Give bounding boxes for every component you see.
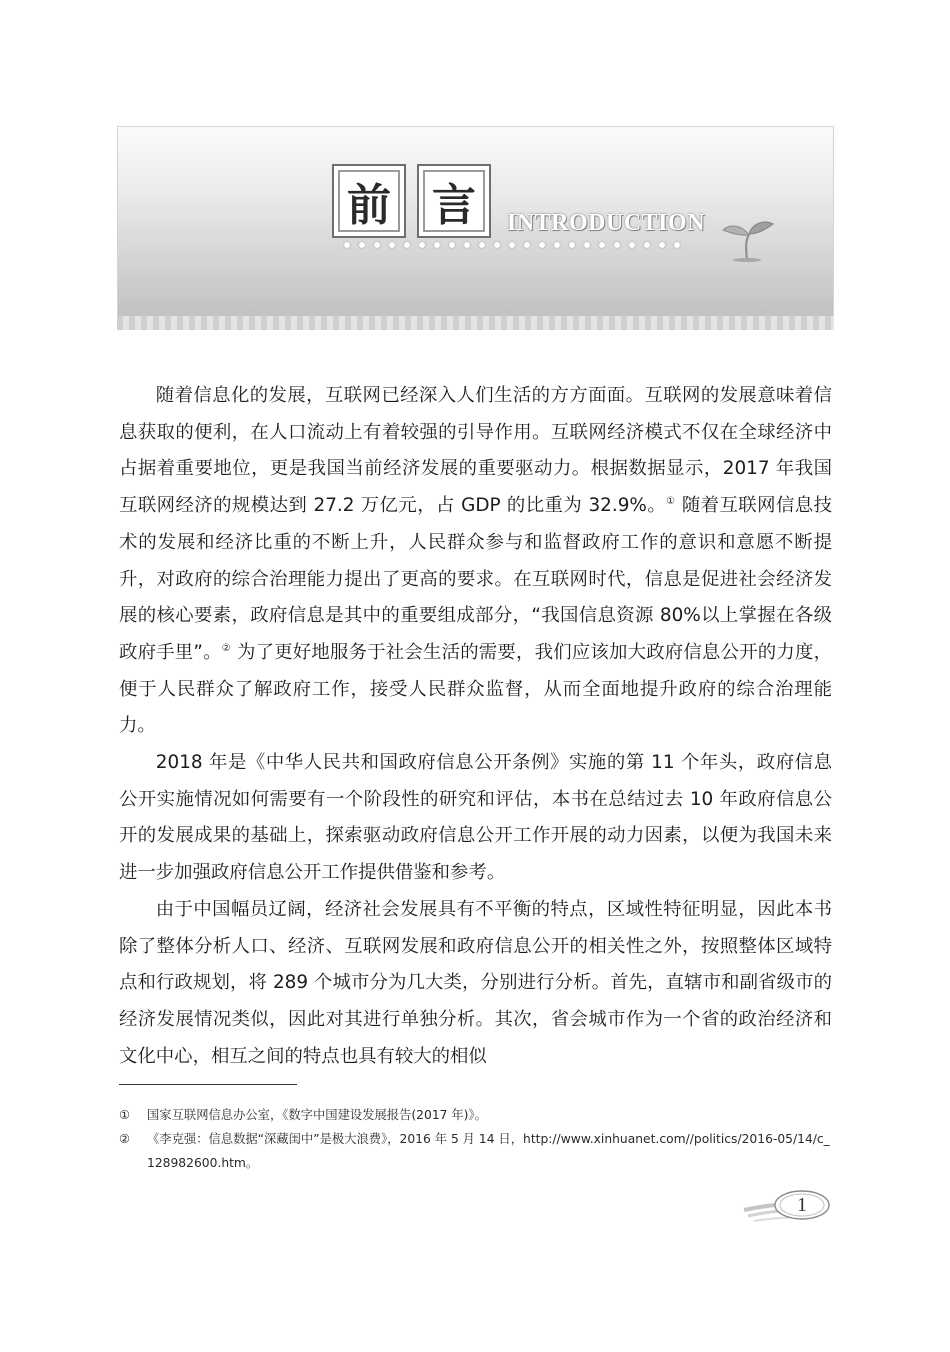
sprout-icon (719, 218, 779, 262)
paragraph-3: 由于中国幅员辽阔，经济社会发展具有不平衡的特点，区域性特征明显，因此本书除了整体分析人口、经济、互联网发展和政府信息公开的相关性之外，按照整体区域特点和行政规划，将 289 个城市分为几大类，分别进行分析。首先，直辖市和副省级市的经济发展情况类似，因此对其进行单独分析。其次，省会城市作为一个省的政治经济和文化中心，相互之间的特点也具有较大的相似 (119, 898, 832, 1067)
footnote-1-mark: ① (119, 1108, 131, 1122)
footnote-2 (119, 1127, 832, 1175)
body-text (119, 378, 832, 1075)
chapter-title-char-2: 言 (417, 164, 491, 238)
footnote-divider (119, 1084, 297, 1085)
page-number: 1 (797, 1193, 807, 1216)
paragraph-1-part-1: 随着信息化的发展，互联网已经深入人们生活的方方面面。互联网的发展意味着信息获取的便利，在人口流动上有着较强的引导作用。互联网经济模式不仅在全球经济中占据着重要地位，更是我国当前经济发展的重要驱动力。根据数据显示，2017 年我国互联网经济的规模达到 27.2 万亿元，占 GDP 的比重为 32.9%。 (119, 385, 832, 517)
chapter-subtitle: INTRODUCTION (507, 210, 706, 236)
paragraph-1 (119, 378, 832, 745)
chapter-banner (117, 126, 834, 330)
page-number-badge (742, 1190, 836, 1228)
paragraph-1-part-2: 随着互联网信息技术的发展和经济比重的不断上升，人民群众参与和监督政府工作的意识和意愿不断提升，对政府的综合治理能力提出了更高的要求。在互联网时代，信息是促进社会经济发展的核心要素，政府信息是其中的重要组成部分，“我国信息资源 80%以上掌握在各级政府手里”。 (119, 495, 832, 663)
footnote-2-mark: ② (119, 1132, 131, 1146)
footnote-ref-2: ② (221, 642, 231, 654)
dotted-divider (343, 241, 689, 249)
footnote-1-text: 国家互联网信息办公室，《数字中国建设发展报告(2017 年)》。 (147, 1108, 487, 1122)
footnotes (119, 1103, 832, 1175)
footnote-ref-1: ① (666, 496, 676, 508)
paragraph-2: 2018 年是《中华人民共和国政府信息公开条例》实施的第 11 个年头，政府信息公开实施情况如何需要有一个阶段性的研究和评估，本书在总结过去 10 年政府信息公开的发展成果的基础上，探索驱动政府信息公开工作开展的动力因素，以便为我国未来进一步加强政府信息公开工作提供借鉴和参考。 (119, 752, 832, 884)
footnote-1 (119, 1103, 832, 1127)
banner-bottom-strip (117, 316, 834, 330)
paragraph-1-part-3: 为了更好地服务于社会生活的需要，我们应该加大政府信息公开的力度，便于人民群众了解政府工作，接受人民群众监督，从而全面地提升政府的综合治理能力。 (119, 641, 833, 737)
footnote-2-text: 《李克强：信息数据“深藏闺中”是极大浪费》，2016 年 5 月 14 日，http://www.xinhuanet.com//politics/2016-05/14/c_128982600.htm。 (147, 1132, 830, 1170)
chapter-title-char-1: 前 (332, 164, 406, 238)
